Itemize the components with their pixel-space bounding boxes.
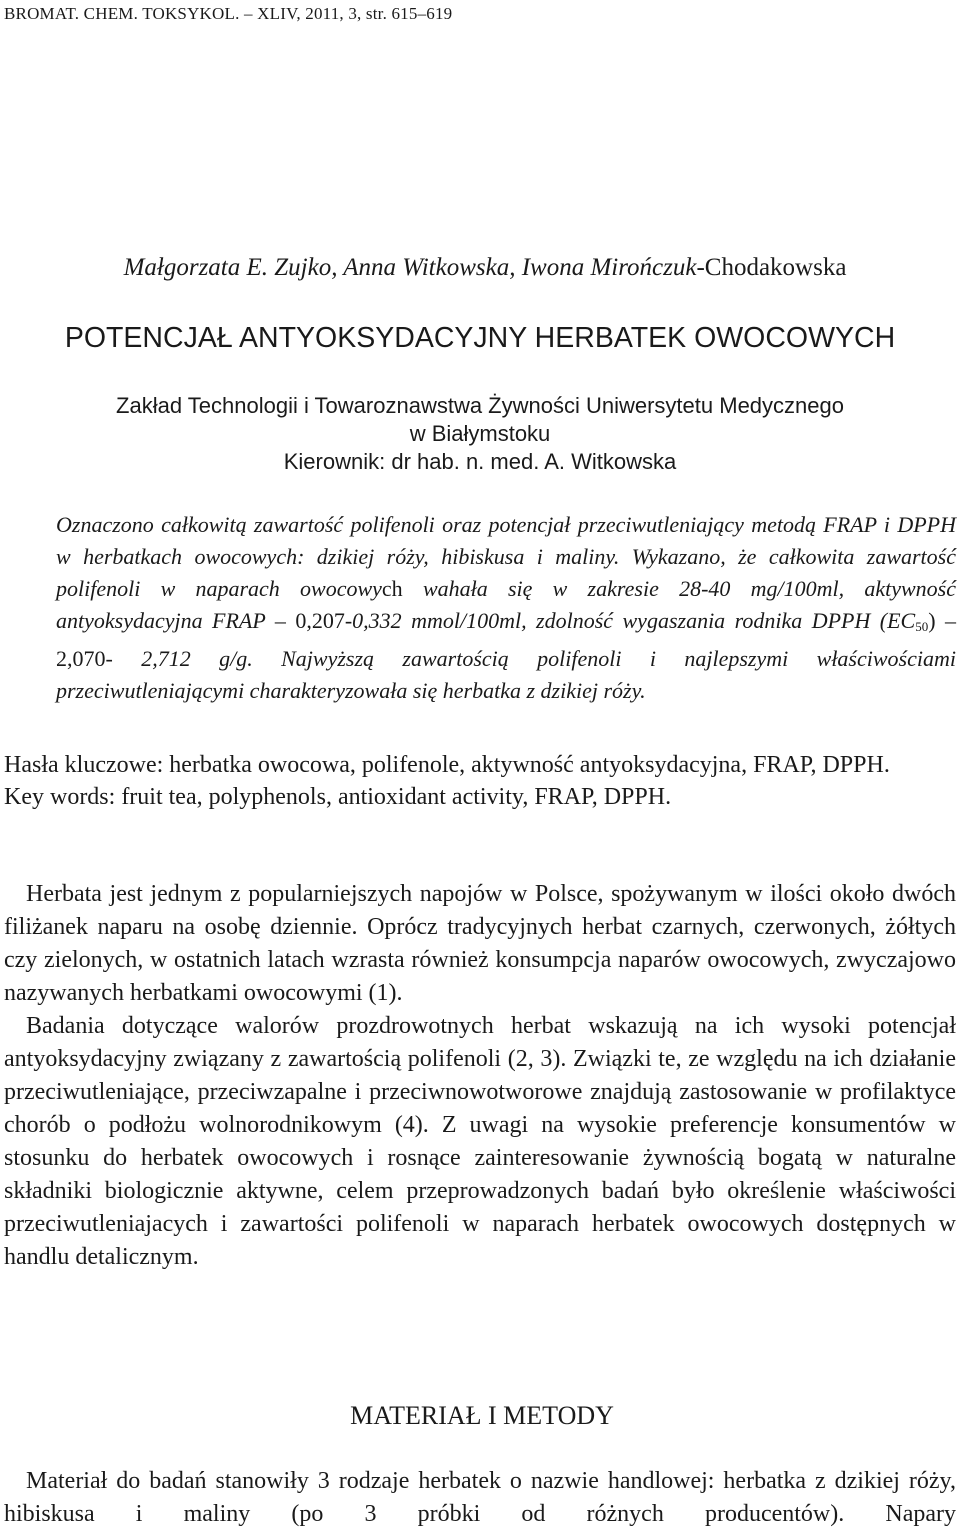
- journal-citation: BROMAT. CHEM. TOKSYKOL. – XLIV, 2011, 3, str. 615–619: [4, 4, 453, 23]
- author-names-upright: -Chodakowska: [696, 254, 847, 281]
- abstract-text: ch: [381, 576, 403, 601]
- abstract-text: 2,712 g/g.: [141, 646, 253, 671]
- affiliation: [0, 392, 960, 476]
- abstract-text: wahała się w zakresie 28-40 mg/100ml, aktywność antyoksydacyjna FRAP –: [56, 576, 957, 633]
- article-title: POTENCJAŁ ANTYOKSYDACYJNY HERBATEK OWOCOWYCH: [64, 322, 896, 354]
- abstract-text: Najwyższą zawartością polifenoli i najlepszymi właściwościami przeciwutleniającymi charakteryzowała się herbatka z dzikiej róży.: [56, 646, 956, 703]
- abstract-subscript: 50: [915, 619, 929, 634]
- body-paragraph: Badania dotyczące walorów prozdrowotnych herbat wskazują na ich wysoki potencjał antyoksydacyjny związany z zawartością polifenoli (2, 3). Związki te, ze względu na ich działanie przeciwutleniające, przeciwzapalne i przeciwnowotworowe znajdują zastosowanie w profilaktyce chorób o podłożu wolnorodnikowym (4). Z uwagi na wysokie preferencje konsumentów w stosunku do herbatek owocowych i rosnące zainteresowanie żywnością bogatą w naturalne składniki biologicznie aktywne, celem przeprowadzonych badań było określenie właściwości przeciwutleniajacych i zawartości polifenoli w naparach herbatek owocowych dostępnych w handlu detalicznym.: [4, 1013, 956, 1270]
- body-paragraph: Materiał do badań stanowiły 3 rodzaje herbatek o nazwie handlowej: herbatka z dzikiej róży, hibiskusa i maliny (po 3 próbki od różnych producentów). Napary: [4, 1468, 956, 1527]
- author-list: [0, 254, 960, 282]
- author-names-italic: Małgorzata E. Zujko, Anna Witkowska, Iwona Mirończuk: [123, 254, 697, 281]
- abstract-text: ): [928, 608, 936, 633]
- abstract-text: 0,332 mmol/100ml, zdolność wygaszania rodnika DPPH (EC: [352, 608, 916, 633]
- methods-paragraph: [4, 1465, 956, 1531]
- abstract-text: 0,207-: [295, 608, 353, 633]
- abstract: [56, 509, 956, 707]
- section-heading: MATERIAŁ I METODY: [350, 1401, 614, 1430]
- introduction: [4, 878, 956, 1274]
- abstract-text: Oznaczono całkowitą zawartość polifenoli oraz potencjał przeciwutleniający metodą FRAP i DPPH w herbatkach owocowych: dzikiej róży, hibiskusa i maliny. Wykazano, że całkowita zawartość polifenoli w naparach owocowy: [56, 512, 956, 601]
- keywords-english: Key words: fruit tea, polyphenols, antioxidant activity, FRAP, DPPH.: [4, 784, 672, 810]
- affiliation-department: Zakład Technologii i Towaroznawstwa Żywności Uniwersytetu Medycznego: [116, 393, 844, 418]
- keywords-polish: Hasła kluczowe: herbatka owocowa, polifenole, aktywność antyoksydacyjna, FRAP, DPPH.: [4, 752, 890, 778]
- abstract-text: – 2,070-: [56, 608, 957, 671]
- keywords-block: [4, 749, 956, 813]
- affiliation-head: Kierownik: dr hab. n. med. A. Witkowska: [283, 449, 677, 474]
- affiliation-city: w Białymstoku: [409, 421, 551, 446]
- body-paragraph: Herbata jest jednym z popularniejszych napojów w Polsce, spożywanym w ilości około dwóch filiżanek naparu na osobę dziennie. Oprócz tradycyjnych herbat czarnych, czerwonych, żółtych czy zielonych, w ostatnich latach wzrasta również konsumpcja naparów owocowych, zwyczajowo nazywanych herbatkami owocowymi (1).: [4, 881, 956, 1006]
